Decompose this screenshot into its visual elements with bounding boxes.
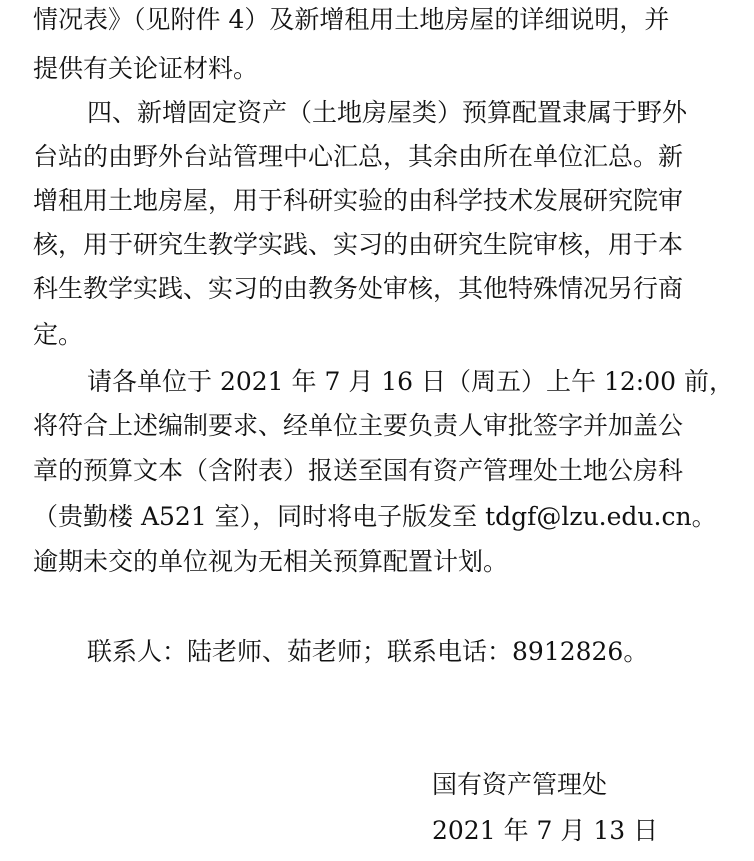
- paragraph-2-line-3: 增租用土地房屋，用于科研实验的由科学技术发展研究院审: [33, 186, 684, 215]
- paragraph-2-line-2: 台站的由野外台站管理中心汇总，其余由所在单位汇总。新: [33, 142, 684, 171]
- signature-department: 国有资产管理处: [432, 770, 608, 799]
- paragraph-3-line-2: 将符合上述编制要求、经单位主要负责人审批签字并加盖公: [33, 411, 684, 440]
- paragraph-3-line-5: 逾期未交的单位视为无相关预算配置计划。: [33, 547, 509, 576]
- paragraph-3-line-3: 章的预算文本（含附表）报送至国有资产管理处土地公房科: [33, 456, 684, 485]
- contact-info: 联系人：陆老师、茹老师；联系电话：8912826。: [87, 637, 649, 666]
- paragraph-3-line-4: （贵勤楼 A521 室），同时将电子版发至 tdgf@lzu.edu.cn。: [33, 502, 717, 531]
- paragraph-2-line-5: 科生教学实践、实习的由教务处审核，其他特殊情况另行商: [33, 274, 684, 303]
- paragraph-2-line-4: 核，用于研究生教学实践、实习的由研究生院审核，用于本: [33, 230, 684, 259]
- signature-date: 2021 年 7 月 13 日: [432, 816, 659, 845]
- paragraph-2-line-1: 四、新增固定资产（土地房屋类）预算配置隶属于野外: [87, 98, 688, 127]
- paragraph-2-line-6: 定。: [33, 320, 84, 349]
- paragraph-1-line-1: 情况表》（见附件 4）及新增租用土地房屋的详细说明，并: [33, 5, 670, 34]
- paragraph-3-line-1: 请各单位于 2021 年 7 月 16 日（周五）上午 12:00 前，: [87, 367, 734, 396]
- paragraph-1-line-2: 提供有关论证材料。: [33, 54, 259, 83]
